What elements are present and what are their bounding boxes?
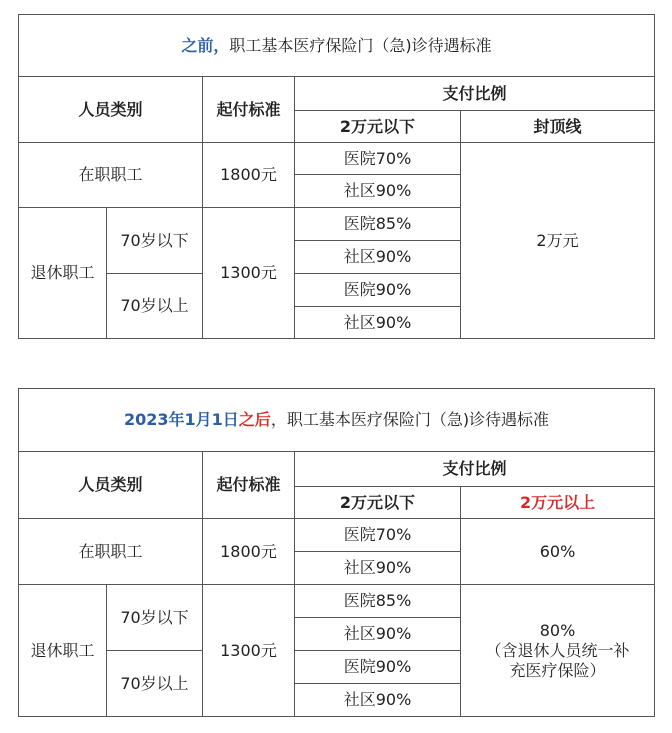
retired-under70-community: 社区90%: [295, 618, 461, 651]
table-before: [18, 14, 655, 339]
employed-deductible: 1800元: [203, 519, 295, 585]
retired-deductible: 1300元: [203, 208, 295, 339]
header-above-20k: 2万元以上: [461, 487, 655, 519]
title-prefix: 之前，: [181, 35, 230, 55]
retired-deductible: 1300元: [203, 585, 295, 717]
employed-hospital: 医院70%: [295, 519, 461, 552]
header-payment-ratio: 支付比例: [295, 77, 655, 111]
title-date: 2023年1月1日: [123, 410, 239, 429]
header-below-20k: 2万元以下: [295, 487, 461, 519]
retired-under70-hospital: 医院85%: [295, 208, 461, 241]
retired-label: 退休职工: [19, 208, 107, 339]
header-category: 人员类别: [19, 452, 203, 519]
employed-label: 在职职工: [19, 143, 203, 208]
header-deductible: 起付标准: [203, 77, 295, 143]
title-rest: 职工基本医疗保险门（急)诊待遇标准: [229, 35, 492, 55]
retired-over70-community: 社区90%: [295, 307, 461, 339]
table-before-title: [19, 15, 655, 77]
cap-value: 2万元: [461, 143, 655, 339]
header-cap: 封顶线: [461, 111, 655, 143]
retired-over70-label: 70岁以上: [107, 651, 203, 717]
employed-community: 社区90%: [295, 552, 461, 585]
retired-over70-hospital: 医院90%: [295, 651, 461, 684]
employed-hospital: 医院70%: [295, 143, 461, 175]
title-after: 之后: [238, 410, 271, 429]
title-rest: ，职工基本医疗保险门（急)诊待遇标准: [270, 410, 550, 429]
header-payment-ratio: 支付比例: [295, 452, 655, 487]
retired-over70-label: 70岁以上: [107, 274, 203, 339]
employed-deductible: 1800元: [203, 143, 295, 208]
retired-under70-label: 70岁以下: [107, 585, 203, 651]
retired-under70-hospital: 医院85%: [295, 585, 461, 618]
employed-community: 社区90%: [295, 175, 461, 208]
retired-above-value: 80%: [539, 620, 576, 640]
header-deductible: 起付标准: [203, 452, 295, 519]
retired-label: 退休职工: [19, 585, 107, 717]
header-below-20k: 2万元以下: [295, 111, 461, 143]
retired-over70-hospital: 医院90%: [295, 274, 461, 307]
table-after-title: [19, 389, 655, 452]
employed-above-value: 60%: [461, 519, 655, 585]
retired-above-cell: [461, 585, 655, 717]
retired-under70-community: 社区90%: [295, 241, 461, 274]
retired-over70-community: 社区90%: [295, 684, 461, 717]
retired-above-note: （含退休人员统一补充医疗保险）: [485, 640, 630, 680]
retired-under70-label: 70岁以下: [107, 208, 203, 274]
employed-label: 在职职工: [19, 519, 203, 585]
header-category: 人员类别: [19, 77, 203, 143]
table-after: [18, 388, 655, 717]
